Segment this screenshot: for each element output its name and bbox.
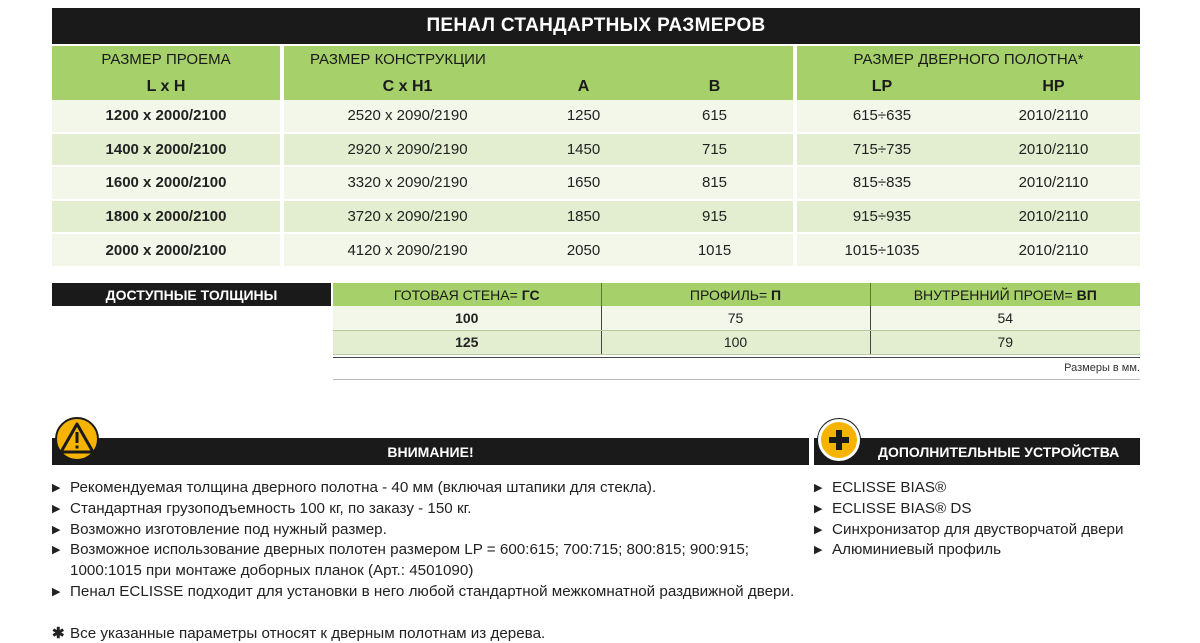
table-row xyxy=(333,306,1140,330)
table-row xyxy=(52,100,1140,134)
header-door-leaf-size: РАЗМЕР ДВЕРНОГО ПОЛОТНА* xyxy=(797,46,1140,73)
list-item-text: ECLISSE BIAS® xyxy=(832,479,947,496)
cell-opening: 1400 x 2000/2100 xyxy=(52,134,284,168)
table-row xyxy=(333,330,1140,354)
list-item-text: Возможное использование дверных полотен размером LP = 600:615; 700:715; 800:815; 900:915; 1000:1015 при монтаже доборных планок (Арт.: 4501090) xyxy=(70,541,750,580)
cell-b: 1015 xyxy=(636,234,797,268)
list-item-text: Рекомендуемая толщина дверного полотна - 40 мм (включая штапики для стекла). xyxy=(70,479,657,496)
cell-a: 1850 xyxy=(531,201,636,235)
cell-lp: 815÷835 xyxy=(797,167,967,201)
triangle-bullet-icon: ▶ xyxy=(814,502,823,515)
cell-profile: 100 xyxy=(601,330,870,354)
attention-header: ВНИМАНИЕ! xyxy=(52,438,809,465)
footnote xyxy=(52,624,812,643)
cell-lp: 615÷635 xyxy=(797,100,967,134)
available-thickness-label: ДОСТУПНЫЕ ТОЛЩИНЫ xyxy=(52,283,331,306)
cell-hp: 2010/2110 xyxy=(967,234,1140,268)
cell-lp: 915÷935 xyxy=(797,201,967,235)
col-header-cxh1: C x H1 xyxy=(284,73,531,100)
cell-a: 1650 xyxy=(531,167,636,201)
list-item xyxy=(814,499,1140,520)
triangle-bullet-icon: ▶ xyxy=(52,585,61,598)
attention-list xyxy=(52,478,812,603)
header-construction-size: РАЗМЕР КОНСТРУКЦИИ xyxy=(284,46,797,73)
thickness-table xyxy=(333,283,1140,355)
page-title: ПЕНАЛ СТАНДАРТНЫХ РАЗМЕРОВ xyxy=(52,8,1140,44)
table-row xyxy=(52,134,1140,168)
cell-hp: 2010/2110 xyxy=(967,167,1140,201)
cell-opening: 1600 x 2000/2100 xyxy=(52,167,284,201)
list-item xyxy=(814,478,1140,499)
divider xyxy=(333,357,1140,358)
header-inner-opening xyxy=(870,283,1140,306)
header-inner-opening-code: ВП xyxy=(1076,286,1097,303)
cell-a: 1450 xyxy=(531,134,636,168)
table-row xyxy=(52,201,1140,235)
list-item-text: Стандартная грузоподъемность 100 кг, по заказу - 150 кг. xyxy=(70,499,472,517)
cell-b: 915 xyxy=(636,201,797,235)
warning-triangle-icon xyxy=(52,417,102,461)
cell-opening: 1200 x 2000/2100 xyxy=(52,100,284,134)
list-item-text: Пенал ECLISSE подходит для установки в него любой стандартной межкомнатной раздвижной двери. xyxy=(70,582,795,600)
footnote-text: Все указанные параметры относят к дверным полотнам из дерева. xyxy=(70,625,546,642)
col-header-b: B xyxy=(636,73,797,100)
list-item xyxy=(52,520,812,541)
triangle-bullet-icon: ▶ xyxy=(52,544,61,557)
cell-profile: 75 xyxy=(601,306,870,330)
triangle-bullet-icon: ▶ xyxy=(52,502,61,515)
header-profile-text: ПРОФИЛЬ= xyxy=(689,286,772,303)
list-item xyxy=(52,499,812,520)
triangle-bullet-icon: ▶ xyxy=(814,523,823,536)
units-note: Размеры в мм. xyxy=(1064,362,1140,374)
cell-lp: 1015÷1035 xyxy=(797,234,967,268)
divider xyxy=(333,379,1140,380)
cell-construction: 3720 x 2090/2190 xyxy=(284,201,531,235)
header-profile-code: П xyxy=(771,286,782,303)
cell-construction: 4120 x 2090/2190 xyxy=(284,234,531,268)
col-header-a: A xyxy=(531,73,636,100)
list-item xyxy=(814,540,1140,561)
triangle-bullet-icon: ▶ xyxy=(814,544,823,557)
cell-opening: 2000 x 2000/2100 xyxy=(52,234,284,268)
cell-construction: 2520 x 2090/2190 xyxy=(284,100,531,134)
plus-circle-icon xyxy=(818,419,860,461)
cell-b: 715 xyxy=(636,134,797,168)
cell-hp: 2010/2110 xyxy=(967,100,1140,134)
cell-hp: 2010/2110 xyxy=(967,201,1140,235)
list-item-text: Алюминиевый профиль xyxy=(832,541,1002,559)
cell-construction: 2920 x 2090/2190 xyxy=(284,134,531,168)
header-inner-opening-text: ВНУТРЕННИЙ ПРОЕМ= xyxy=(913,286,1077,303)
cell-b: 815 xyxy=(636,167,797,201)
cell-inner: 79 xyxy=(870,330,1140,354)
cell-wall: 100 xyxy=(333,306,601,330)
list-item-text: Возможно изготовление под нужный размер. xyxy=(70,520,387,538)
list-item-text: ECLISSE BIAS® DS xyxy=(832,499,972,517)
list-item-text: Синхронизатор для двустворчатой двери xyxy=(832,520,1124,538)
triangle-bullet-icon: ▶ xyxy=(52,523,61,536)
cell-hp: 2010/2110 xyxy=(967,134,1140,168)
header-finished-wall xyxy=(333,283,601,306)
list-item xyxy=(52,478,812,499)
header-finished-wall-text: ГОТОВАЯ СТЕНА= xyxy=(393,286,522,303)
cell-b: 615 xyxy=(636,100,797,134)
cell-construction: 3320 x 2090/2190 xyxy=(284,167,531,201)
triangle-bullet-icon: ▶ xyxy=(814,482,823,494)
header-opening-size: РАЗМЕР ПРОЕМА xyxy=(52,46,284,73)
extras-list xyxy=(814,478,1140,561)
header-finished-wall-code: ГС xyxy=(521,286,540,303)
cell-opening: 1800 x 2000/2100 xyxy=(52,201,284,235)
col-header-hp: HP xyxy=(967,73,1140,100)
cell-a: 2050 xyxy=(531,234,636,268)
cell-wall: 125 xyxy=(333,330,601,354)
col-header-lp: LP xyxy=(797,73,967,100)
triangle-bullet-icon: ▶ xyxy=(52,482,61,494)
cell-inner: 54 xyxy=(870,306,1140,330)
list-item xyxy=(52,582,812,603)
list-item xyxy=(814,520,1140,541)
standard-sizes-table xyxy=(52,46,1140,268)
extras-header: ДОПОЛНИТЕЛЬНЫЕ УСТРОЙСТВА xyxy=(814,438,1140,465)
table-row xyxy=(52,234,1140,268)
list-item xyxy=(52,540,812,582)
asterisk-icon: ✱ xyxy=(52,625,65,642)
cell-lp: 715÷735 xyxy=(797,134,967,168)
cell-a: 1250 xyxy=(531,100,636,134)
table-row xyxy=(52,167,1140,201)
header-profile xyxy=(601,283,870,306)
col-header-lxh: L x H xyxy=(52,73,284,100)
